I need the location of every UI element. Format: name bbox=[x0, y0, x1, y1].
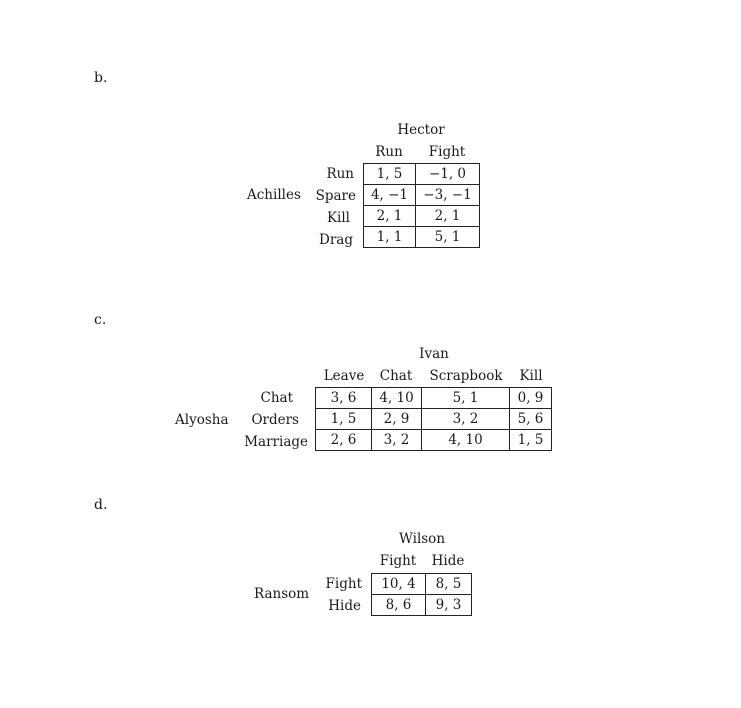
column-strategy-label: Scrapbook bbox=[429, 368, 503, 384]
row-strategy-label: Fight bbox=[325, 576, 362, 592]
payoff-cell: 5, 1 bbox=[422, 388, 510, 409]
payoff-cell: −1, 0 bbox=[416, 164, 480, 185]
payoff-cell: 0, 9 bbox=[510, 388, 552, 409]
column-strategy-label: Leave bbox=[323, 368, 365, 384]
payoff-cell: 4, 10 bbox=[372, 388, 422, 409]
table-row bbox=[364, 227, 480, 248]
payoff-cell: 5, 6 bbox=[510, 409, 552, 430]
section-label-c: c. bbox=[94, 312, 107, 328]
payoff-cell: 9, 3 bbox=[426, 595, 472, 616]
section-label-d: d. bbox=[94, 497, 108, 513]
payoff-cell: 1, 5 bbox=[364, 164, 416, 185]
table-row bbox=[364, 206, 480, 227]
payoff-matrix bbox=[371, 573, 472, 616]
row-strategy-label: Spare bbox=[315, 188, 356, 204]
table-row bbox=[372, 574, 472, 595]
payoff-cell: 1, 5 bbox=[316, 409, 372, 430]
section-label-b: b. bbox=[94, 70, 108, 86]
column-strategy-label: Fight bbox=[428, 144, 466, 160]
table-row bbox=[316, 409, 552, 430]
table-row bbox=[364, 185, 480, 206]
row-strategy-label: Drag bbox=[319, 232, 353, 248]
payoff-matrix bbox=[315, 387, 552, 451]
payoff-cell: 2, 6 bbox=[316, 430, 372, 451]
payoff-cell: 3, 2 bbox=[422, 409, 510, 430]
row-strategy-label: Marriage bbox=[244, 434, 308, 450]
column-player-name: Hector bbox=[397, 122, 445, 138]
column-strategy-label: Kill bbox=[519, 368, 543, 384]
payoff-cell: 5, 1 bbox=[416, 227, 480, 248]
payoff-cell: −3, −1 bbox=[416, 185, 480, 206]
row-strategy-label: Hide bbox=[328, 598, 361, 614]
row-strategy-label: Run bbox=[326, 166, 354, 182]
row-strategy-label: Chat bbox=[260, 390, 293, 406]
table-row bbox=[372, 595, 472, 616]
payoff-cell: 1, 1 bbox=[364, 227, 416, 248]
row-strategy-label: Kill bbox=[326, 210, 350, 226]
payoff-cell: 4, −1 bbox=[364, 185, 416, 206]
row-player-name: Achilles bbox=[247, 187, 301, 203]
payoff-cell: 2, 1 bbox=[416, 206, 480, 227]
table-row bbox=[316, 430, 552, 451]
payoff-cell: 4, 10 bbox=[422, 430, 510, 451]
column-player-name: Ivan bbox=[419, 346, 449, 362]
payoff-cell: 1, 5 bbox=[510, 430, 552, 451]
column-player-name: Wilson bbox=[398, 531, 446, 547]
payoff-cell: 3, 2 bbox=[372, 430, 422, 451]
row-player-name: Alyosha bbox=[175, 412, 229, 428]
row-strategy-label: Orders bbox=[251, 412, 299, 428]
column-strategy-label: Fight bbox=[379, 553, 417, 569]
row-player-name: Ransom bbox=[254, 586, 310, 602]
column-strategy-label: Chat bbox=[379, 368, 413, 384]
payoff-cell: 8, 5 bbox=[426, 574, 472, 595]
payoff-cell: 2, 1 bbox=[364, 206, 416, 227]
column-strategy-label: Run bbox=[375, 144, 403, 160]
payoff-cell: 3, 6 bbox=[316, 388, 372, 409]
table-row bbox=[364, 164, 480, 185]
table-row bbox=[316, 388, 552, 409]
payoff-cell: 2, 9 bbox=[372, 409, 422, 430]
payoff-cell: 8, 6 bbox=[372, 595, 426, 616]
payoff-matrix bbox=[363, 163, 480, 248]
column-strategy-label: Hide bbox=[431, 553, 465, 569]
payoff-cell: 10, 4 bbox=[372, 574, 426, 595]
